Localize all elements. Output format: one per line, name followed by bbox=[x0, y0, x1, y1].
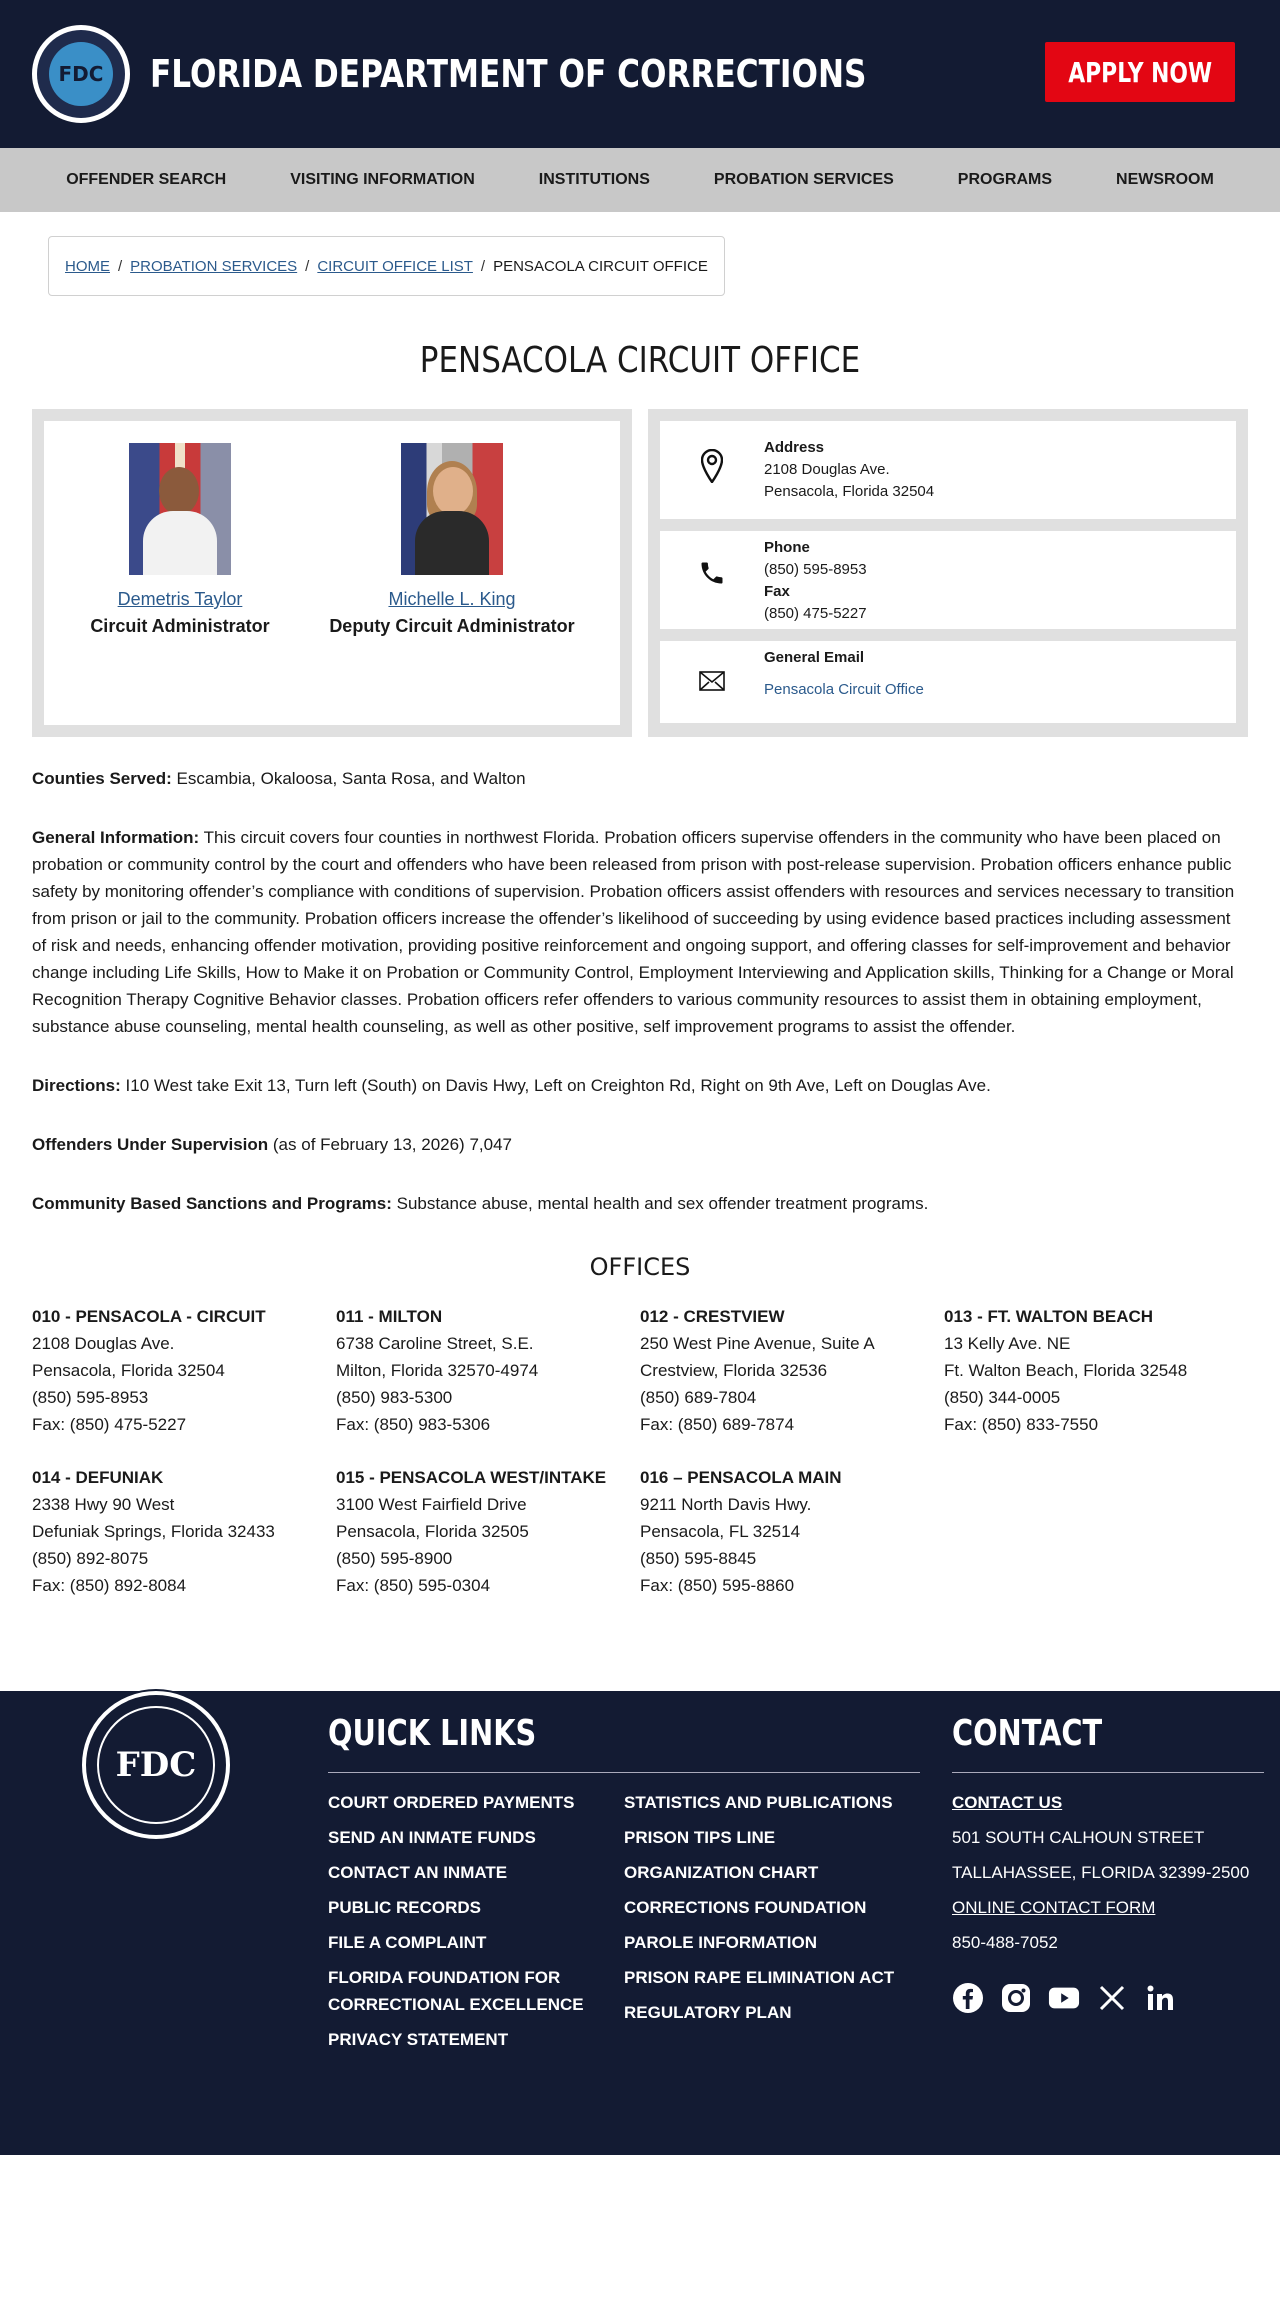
offenders-under-supervision: Offenders Under Supervision (as of February 13, 2026) 7,047 bbox=[32, 1135, 512, 1154]
email-row bbox=[660, 641, 1236, 723]
footer-link[interactable]: CONTACT AN INMATE bbox=[328, 1863, 508, 1882]
staff-name-link[interactable]: Michelle L. King bbox=[388, 589, 516, 609]
footer-contact bbox=[952, 1713, 1264, 2014]
map-pin-icon bbox=[660, 421, 764, 483]
apply-now-button[interactable]: APPLY NOW bbox=[1045, 42, 1235, 102]
footer-link[interactable]: PRIVACY STATEMENT bbox=[328, 2030, 509, 2049]
footer-link[interactable]: STATISTICS AND PUBLICATIONS bbox=[624, 1793, 893, 1812]
footer-city: TALLAHASSEE, FLORIDA 32399-2500 bbox=[952, 1863, 1250, 1882]
address-row bbox=[660, 421, 1236, 519]
envelope-icon bbox=[660, 641, 764, 691]
contact-us-link[interactable]: CONTACT US bbox=[952, 1793, 1063, 1812]
breadcrumb-separator: / bbox=[118, 257, 123, 275]
office-card: 015 - PENSACOLA WEST/INTAKE 3100 West Fairfield Drive Pensacola, Florida 32505 (850) 595-8900 Fax: (850) 595-0304 bbox=[336, 1468, 607, 1595]
footer-street: 501 SOUTH CALHOUN STREET bbox=[952, 1828, 1205, 1847]
fdc-logo[interactable] bbox=[32, 25, 130, 123]
footer-link[interactable]: FILE A COMPLAINT bbox=[328, 1933, 487, 1952]
page-title: PENSACOLA CIRCUIT OFFICE bbox=[419, 340, 861, 381]
staff-role: Deputy Circuit Administrator bbox=[329, 616, 575, 636]
footer-wrap bbox=[0, 1691, 1280, 2155]
site-title[interactable]: FLORIDA DEPARTMENT OF CORRECTIONS bbox=[150, 52, 867, 96]
footer-link[interactable]: REGULATORY PLAN bbox=[624, 2003, 792, 2022]
breadcrumb-probation-services[interactable]: PROBATION SERVICES bbox=[130, 257, 298, 275]
fax-label: Fax bbox=[764, 583, 790, 600]
footer-link[interactable]: SEND AN INMATE FUNDS bbox=[328, 1828, 536, 1847]
linkedin-icon[interactable] bbox=[1144, 1982, 1176, 2014]
phone-icon bbox=[660, 531, 764, 587]
office-info bbox=[32, 765, 1248, 1217]
staff-card bbox=[44, 443, 316, 725]
breadcrumb bbox=[48, 236, 725, 296]
breadcrumb-home[interactable]: HOME bbox=[65, 257, 110, 275]
offices-grid bbox=[32, 1303, 1248, 1599]
nav-institutions[interactable]: INSTITUTIONS bbox=[538, 171, 650, 188]
office-card: 010 - PENSACOLA - CIRCUIT 2108 Douglas Ave. Pensacola, Florida 32504 (850) 595-8953 Fax: (850) 475-5227 bbox=[32, 1307, 266, 1434]
nav-offender-search[interactable]: OFFENDER SEARCH bbox=[66, 171, 227, 188]
footer-link[interactable]: ORGANIZATION CHART bbox=[624, 1863, 819, 1882]
address-label: Address bbox=[764, 439, 825, 456]
office-card: 014 - DEFUNIAK 2338 Hwy 90 West Defuniak Springs, Florida 32433 (850) 892-8075 Fax: (850) 892-8084 bbox=[32, 1468, 275, 1595]
contact-title: CONTACT bbox=[952, 1713, 1103, 1754]
footer-link[interactable]: CORRECTIONS FOUNDATION bbox=[624, 1898, 867, 1917]
instagram-icon[interactable] bbox=[1000, 1982, 1032, 2014]
divider bbox=[328, 1772, 920, 1773]
footer-link[interactable]: PUBLIC RECORDS bbox=[328, 1898, 482, 1917]
footer-fdc-logo[interactable] bbox=[82, 1691, 230, 1839]
office-card: 012 - CRESTVIEW 250 West Pine Avenue, Suite A Crestview, Florida 32536 (850) 689-7804 Fax: (850) 689-7874 bbox=[640, 1307, 875, 1434]
contact-panel bbox=[648, 409, 1248, 737]
social-links bbox=[952, 1982, 1264, 2014]
footer-phone[interactable]: 850-488-7052 bbox=[952, 1933, 1058, 1952]
staff-role: Circuit Administrator bbox=[90, 616, 270, 636]
address-line1: 2108 Douglas Ave. bbox=[764, 461, 890, 478]
footer-link[interactable]: FLORIDA FOUNDATION FOR CORRECTIONAL EXCELLENCE bbox=[328, 1968, 584, 2014]
online-contact-form-link[interactable]: ONLINE CONTACT FORM bbox=[952, 1898, 1156, 1917]
fax-number: (850) 475-5227 bbox=[764, 605, 867, 622]
address-line2: Pensacola, Florida 32504 bbox=[764, 483, 935, 500]
fdc-logo-text: FDC bbox=[49, 42, 113, 106]
directions: Directions: I10 West take Exit 13, Turn left (South) on Davis Hwy, Left on Creighton Rd, Right on 9th Ave, Left on Douglas Ave. bbox=[32, 1076, 991, 1095]
main-nav bbox=[0, 148, 1280, 212]
office-card: 013 - FT. WALTON BEACH 13 Kelly Ave. NE Ft. Walton Beach, Florida 32548 (850) 344-0005 Fax: (850) 833-7550 bbox=[944, 1307, 1188, 1434]
footer-link[interactable]: COURT ORDERED PAYMENTS bbox=[328, 1793, 575, 1812]
breadcrumb-current: PENSACOLA CIRCUIT OFFICE bbox=[493, 257, 708, 275]
counties-served: Counties Served: Escambia, Okaloosa, Santa Rosa, and Walton bbox=[32, 769, 526, 788]
office-card: 011 - MILTON 6738 Caroline Street, S.E. Milton, Florida 32570-4974 (850) 983-5300 Fax: (850) 983-5306 bbox=[336, 1307, 539, 1434]
offices-title: OFFICES bbox=[589, 1253, 691, 1281]
breadcrumb-circuit-office-list[interactable]: CIRCUIT OFFICE LIST bbox=[317, 257, 473, 275]
staff-name-link[interactable]: Demetris Taylor bbox=[117, 589, 243, 609]
x-icon[interactable] bbox=[1096, 1982, 1128, 2014]
phone-label: Phone bbox=[764, 539, 810, 556]
breadcrumb-separator: / bbox=[305, 257, 310, 275]
nav-programs[interactable]: PROGRAMS bbox=[957, 171, 1053, 188]
staff-photo bbox=[129, 443, 231, 575]
nav-newsroom[interactable]: NEWSROOM bbox=[1116, 171, 1214, 188]
staff-panel bbox=[32, 409, 632, 737]
footer-link[interactable]: PRISON TIPS LINE bbox=[624, 1828, 776, 1847]
community-sanctions: Community Based Sanctions and Programs: Substance abuse, mental health and sex offender treatment programs. bbox=[32, 1194, 929, 1213]
phone-row bbox=[660, 531, 1236, 629]
footer-link[interactable]: PAROLE INFORMATION bbox=[624, 1933, 817, 1952]
breadcrumb-separator: / bbox=[480, 257, 486, 275]
nav-visiting-information[interactable]: VISITING INFORMATION bbox=[290, 171, 475, 188]
divider bbox=[952, 1772, 1264, 1773]
email-link[interactable]: Pensacola Circuit Office bbox=[764, 681, 924, 698]
email-label: General Email bbox=[764, 649, 865, 666]
footer-link[interactable]: PRISON RAPE ELIMINATION ACT bbox=[624, 1968, 895, 1987]
staff-card bbox=[316, 443, 588, 725]
nav-probation-services[interactable]: PROBATION SERVICES bbox=[713, 171, 894, 188]
quick-links-title: QUICK LINKS bbox=[328, 1713, 537, 1754]
facebook-icon[interactable] bbox=[952, 1982, 984, 2014]
phone-number[interactable]: (850) 595-8953 bbox=[764, 561, 867, 578]
office-card: 016 – PENSACOLA MAIN 9211 North Davis Hwy. Pensacola, FL 32514 (850) 595-8845 Fax: (850) 595-8860 bbox=[640, 1468, 842, 1595]
quick-links bbox=[328, 1713, 920, 2061]
staff-photo bbox=[401, 443, 503, 575]
footer-logo-text: FDC bbox=[97, 1706, 215, 1824]
office-panels bbox=[32, 409, 1248, 737]
general-information: General Information: This circuit covers four counties in northwest Florida. Probation officers supervise offenders in the community who have been placed on probation or community control by the court and offenders who have been released from prison with post-release supervision. Probation officers enhance public safety by monitoring offender’s compliance with conditions of supervision. Probation officers assist offenders with resources and services necessary to transition from prison or jail to the community. Probation officers increase the offender’s likelihood of succeeding by using evidence based practices including assessment of risk and needs, enhancing offender motivation, providing positive reinforcement and ongoing support, and offering classes for self-improvement and behavior change including Life Skills, How to Make it on Probation or Community Control, Employment Interviewing and Application skills, Thinking for a Change or Moral Recognition Therapy Cognitive Behavior classes. Probation officers refer offenders to various community resources to assist them in obtaining employment, substance abuse counseling, mental health counseling, as well as other positive, self improvement programs to assist the offender. bbox=[32, 828, 1235, 1036]
site-header bbox=[0, 0, 1280, 148]
youtube-icon[interactable] bbox=[1048, 1982, 1080, 2014]
